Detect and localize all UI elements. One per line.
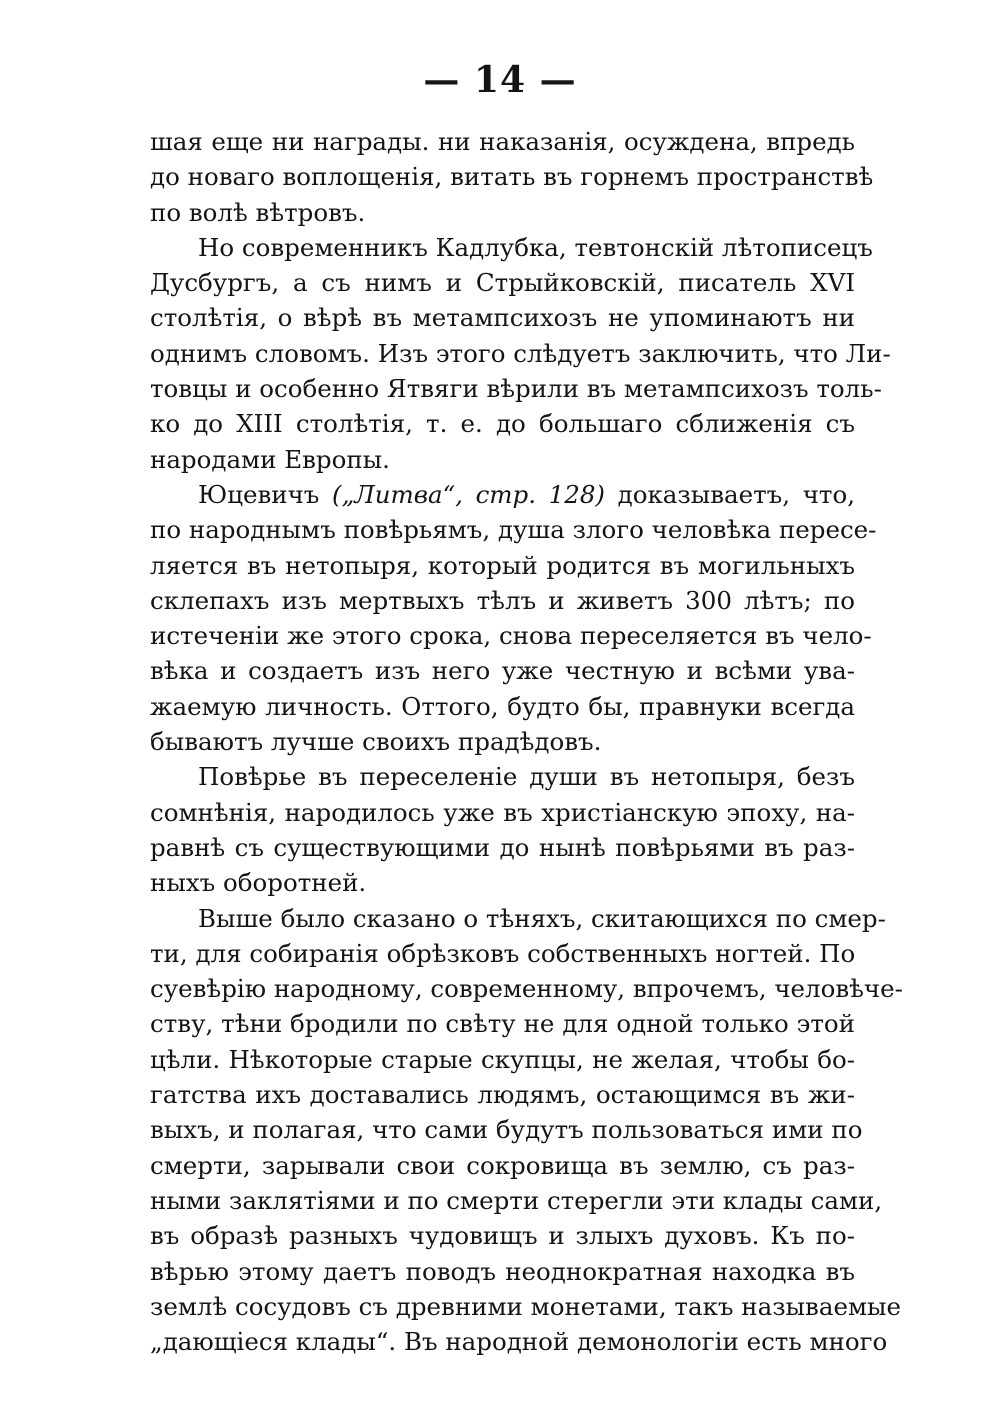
text-line: истеченіи же этого срока, снова переселяется въ чело- [150,621,872,651]
text-line: „дающіеся клады“. Въ народной демонологіи есть много [150,1327,888,1357]
text-line: гатства ихъ доставались людямъ, остающимся въ жи- [150,1080,855,1110]
text-line: Дусбургъ, а съ нимъ и Стрыйковскій, писатель XVI [150,268,855,298]
citation: („Литва“, стр. 128) [332,479,605,509]
text-line: ти, для собиранія обрѣзковъ собственныхъ ногтей. По [150,938,856,968]
text-line: Повѣрье въ переселеніе души въ нетопыря, безъ [198,762,855,792]
text-segment: доказываетъ, что, [604,479,855,509]
text-line: въ образѣ разныхъ чудовищъ и злыхъ духовъ. Къ по- [150,1221,855,1251]
text-line [150,477,855,512]
text-line: Выше было сказано о тѣняхъ, скитающихся по смер- [198,903,886,933]
text-line: равнѣ съ существующими до нынѣ повѣрьями въ раз- [150,832,855,862]
text-line: жаемую личность. Оттого, будто бы, правнуки всегда [150,691,855,721]
text-line: вѣрью этому даетъ поводъ неоднократная находка въ [150,1256,855,1286]
text-line: выхъ, и полагая, что сами будутъ пользоваться ими по [150,1115,863,1145]
page-number: — 14 — [423,59,577,101]
text-line: ляется въ нетопыря, который родится въ могильныхъ [150,550,855,580]
text-line: столѣтія, о вѣрѣ въ метампсихозъ не упоминаютъ ни [150,303,855,333]
text-line: однимъ словомъ. Изъ этого слѣдуетъ заключить, что Ли- [150,338,891,368]
text-line: вѣка и создаетъ изъ него уже честную и всѣми ува- [150,656,855,686]
text-line: землѣ сосудовъ съ древними монетами, такъ называемые [150,1291,902,1321]
text-line: сомнѣнія, народилось уже въ христіанскую эпоху, на- [150,797,855,827]
body-text [150,124,903,1359]
text-line: товцы и особенно Ятвяги вѣрили въ метампсихозъ толь- [150,374,882,404]
text-line: ныхъ оборотней. [150,868,367,898]
text-segment: Юцевичъ [198,479,333,509]
text-line: склепахъ изъ мертвыхъ тѣлъ и живетъ 300 лѣтъ; по [150,585,855,615]
text-line: суевѣрію народному, современному, впрочемъ, человѣче- [150,974,903,1004]
text-line: шая еще ни награды. ни наказанія, осуждена, впредь [150,127,855,156]
text-line: ными заклятіями и по смерти стерегли эти клады сами, [150,1185,883,1215]
text-line: по волѣ вѣтровъ. [150,197,366,227]
text-line: по народнымъ повѣрьямъ, душа злого человѣка пересе- [150,515,877,545]
text-line: цѣли. Нѣкоторые старые скупцы, не желая, чтобы бо- [150,1044,855,1074]
text-line: ко до XIII столѣтія, т. е. до большаго сближенія съ [150,409,855,439]
text-line: бываютъ лучше своихъ прадѣдовъ. [150,727,602,757]
text-line: народами Европы. [150,444,390,474]
text-line: Но современникъ Кадлубка, тевтонскій лѣтописецъ [198,232,873,262]
text-line: до новаго воплощенія, витать въ горнемъ пространствѣ [150,162,874,192]
text-line: ству, тѣни бродили по свѣту не для одной только этой [150,1009,855,1039]
text-line: смерти, зарывали свои сокровища въ землю, съ раз- [150,1150,855,1180]
